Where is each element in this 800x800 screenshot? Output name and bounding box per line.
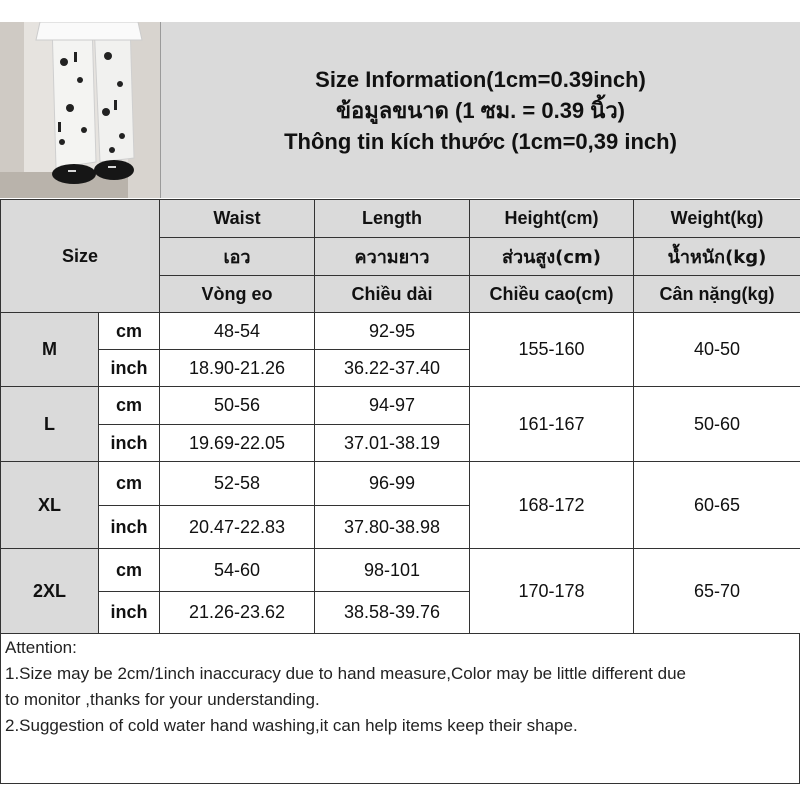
length-cm: 94-97 bbox=[315, 387, 470, 425]
length-inch: 38.58-39.76 bbox=[315, 592, 470, 634]
product-photo bbox=[0, 22, 161, 198]
waist-inch: 18.90-21.26 bbox=[160, 350, 315, 387]
note-line-1a: 1.Size may be 2cm/1inch inaccuracy due to hand measure,Color may be little different due bbox=[5, 664, 686, 683]
header-row-en bbox=[1, 200, 800, 238]
size-info-header bbox=[161, 22, 800, 198]
title-vietnamese: Thông tin kích thước (1cm=0,39 inch) bbox=[284, 128, 677, 154]
waist-cm: 50-56 bbox=[160, 387, 315, 425]
length-cm: 92-95 bbox=[315, 313, 470, 350]
unit-label: cm bbox=[99, 462, 160, 506]
size-label: XL bbox=[1, 462, 99, 549]
col-header-length: Length bbox=[315, 200, 470, 238]
pants-illustration bbox=[0, 22, 160, 198]
title-thai: ข้อมูลขนาด (1 ซม. = 0.39 นิ้ว) bbox=[335, 97, 625, 123]
length-inch: 36.22-37.40 bbox=[315, 350, 470, 387]
waist-inch: 19.69-22.05 bbox=[160, 425, 315, 462]
col-header-length-th: ความยาว bbox=[315, 238, 470, 276]
table-row bbox=[1, 462, 800, 506]
waist-cm: 48-54 bbox=[160, 313, 315, 350]
height-range: 170-178 bbox=[470, 549, 634, 634]
length-cm: 96-99 bbox=[315, 462, 470, 506]
weight-range: 50-60 bbox=[634, 387, 800, 462]
waist-cm: 54-60 bbox=[160, 549, 315, 592]
unit-label: cm bbox=[99, 387, 160, 425]
length-inch: 37.80-38.98 bbox=[315, 506, 470, 549]
height-range: 168-172 bbox=[470, 462, 634, 549]
weight-range: 40-50 bbox=[634, 313, 800, 387]
weight-range: 60-65 bbox=[634, 462, 800, 549]
col-header-waist-vi: Vòng eo bbox=[160, 276, 315, 313]
col-header-weight-vi: Cân nặng(kg) bbox=[634, 276, 800, 313]
table-row bbox=[1, 313, 800, 350]
note-line-2: 2.Suggestion of cold water hand washing,it can help items keep their shape. bbox=[5, 716, 578, 735]
weight-range: 65-70 bbox=[634, 549, 800, 634]
col-header-waist: Waist bbox=[160, 200, 315, 238]
unit-label: inch bbox=[99, 350, 160, 387]
length-inch: 37.01-38.19 bbox=[315, 425, 470, 462]
size-label: M bbox=[1, 313, 99, 387]
col-header-length-vi: Chiều dài bbox=[315, 276, 470, 313]
size-column-header: Size bbox=[1, 200, 160, 313]
height-range: 161-167 bbox=[470, 387, 634, 462]
col-header-height: Height(cm) bbox=[470, 200, 634, 238]
unit-label: cm bbox=[99, 549, 160, 592]
attention-notes bbox=[0, 633, 800, 784]
col-header-waist-th: เอว bbox=[160, 238, 315, 276]
unit-label: inch bbox=[99, 425, 160, 462]
col-header-height-th: ส่วนสูง(cm) bbox=[470, 238, 634, 276]
table-row bbox=[1, 387, 800, 425]
col-header-weight-th: น้ำหนัก(kg) bbox=[634, 238, 800, 276]
size-label: L bbox=[1, 387, 99, 462]
waist-cm: 52-58 bbox=[160, 462, 315, 506]
col-header-height-vi: Chiều cao(cm) bbox=[470, 276, 634, 313]
unit-label: cm bbox=[99, 313, 160, 350]
height-range: 155-160 bbox=[470, 313, 634, 387]
size-label: 2XL bbox=[1, 549, 99, 634]
note-line-1b: to monitor ,thanks for your understanding. bbox=[5, 690, 320, 709]
size-chart-table bbox=[0, 199, 800, 634]
col-header-weight: Weight(kg) bbox=[634, 200, 800, 238]
unit-label: inch bbox=[99, 506, 160, 549]
notes-heading: Attention: bbox=[5, 638, 77, 657]
title-english: Size Information(1cm=0.39inch) bbox=[315, 66, 646, 92]
waist-inch: 21.26-23.62 bbox=[160, 592, 315, 634]
unit-label: inch bbox=[99, 592, 160, 634]
length-cm: 98-101 bbox=[315, 549, 470, 592]
table-row bbox=[1, 549, 800, 592]
waist-inch: 20.47-22.83 bbox=[160, 506, 315, 549]
